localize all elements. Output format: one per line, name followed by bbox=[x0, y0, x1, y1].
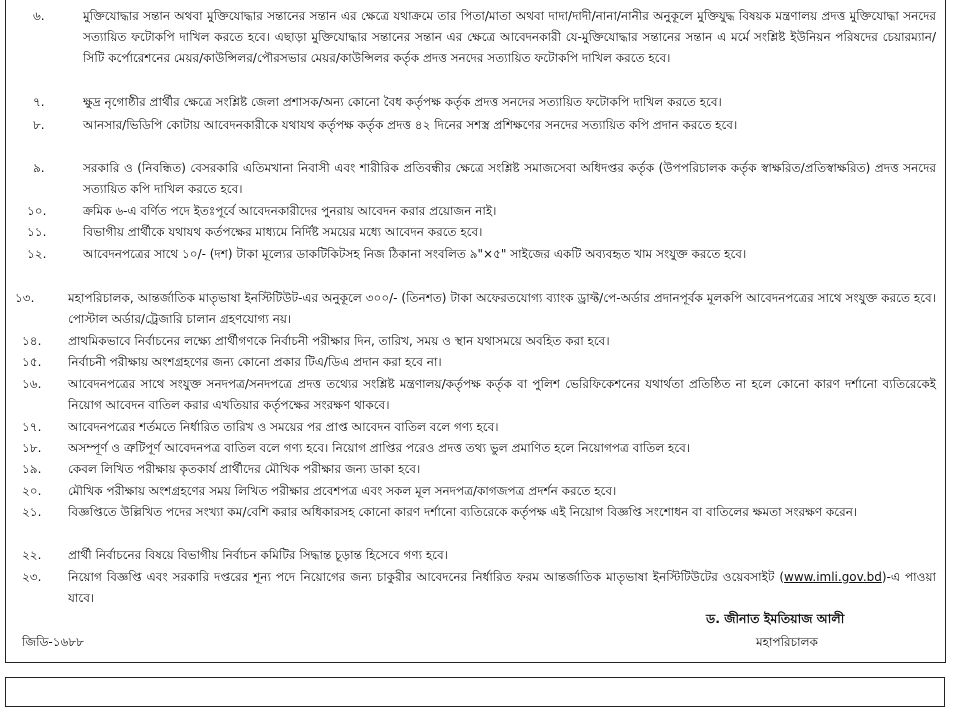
item-number: ৬. bbox=[33, 9, 45, 23]
item-number: ১৯. bbox=[22, 462, 42, 476]
item-number: ১৮. bbox=[22, 441, 42, 455]
item-number: ১৪. bbox=[22, 334, 42, 348]
item-text bbox=[68, 567, 936, 609]
item-text: ক্রমিক ৬-এ বর্ণিত পদে ইতঃপূর্বে আবেদনকারীদের পুনরায় আবেদন করার প্রয়োজন নাই। bbox=[83, 204, 497, 218]
item-number: ১৭. bbox=[22, 420, 42, 434]
item-text-before-link: নিয়োগ বিজ্ঞপ্তি এবং সরকারি দপ্তরের শূন্য পদে নিয়োগের জন্য চাকুরীর আবেদনের নির্ধারিত ফরম আন্তর্জাতিক মাতৃভাষা ইনস্টিটিউটের ওয়েবসাইট ( bbox=[68, 570, 785, 584]
gd-number: জিডি-১৬৮৮ bbox=[22, 635, 84, 649]
item-number: ১৫. bbox=[22, 355, 42, 369]
item-text: বিজ্ঞপ্তিতে উল্লিখিত পদের সংখ্যা কম/বেশি করার অধিকারসহ কোনো কারণ দর্শানো ব্যতিরেকে কর্তৃপক্ষ এই নিয়োগ বিজ্ঞপ্তি সংশোধন বা বাতিলের ক্ষমতা সংরক্ষণ করেন। bbox=[68, 505, 858, 519]
item-text: আবেদনপত্রের সাথে সংযুক্ত সনদপত্র/সনদপত্রে প্রদত্ত তথ্যের সংশ্লিষ্ট মন্ত্রণালয়/কর্তৃপক্ষ কর্তৃক বা পুলিশ ভেরিফিকেশনের যথার্থতা প্রতিষ্ঠিত না হলে কোনো কারণ দর্শানো ব্যতিরেকেই নিয়োগ আবেদন বাতিল করার এখতিয়ার কর্তৃপক্ষের সংরক্ষণ থাকবে। bbox=[68, 377, 936, 412]
item-text: আবেদনপত্রের শর্তমতে নির্ধারিত তারিখ ও সময়ের পর প্রাপ্ত আবেদন বাতিল বলে গণ্য হবে। bbox=[68, 420, 499, 434]
item-text: নির্বাচনী পরীক্ষায় অংশগ্রহণের জন্য কোনো প্রকার টিএ/ডিএ প্রদান করা হবে না। bbox=[68, 355, 442, 369]
item-text: মৌখিক পরীক্ষায় অংশগ্রহণের সময় লিখিত পরীক্ষার প্রবেশপত্র এবং সকল মূল সনদপত্র/কাগজপত্র প্রদর্শন করতে হবে। bbox=[68, 484, 617, 498]
item-text: ক্ষুদ্র নৃগোষ্ঠীর প্রার্থীর ক্ষেত্রে সংশ্লিষ্ট জেলা প্রশাসক/অন্য কোনো বৈধ কর্তৃপক্ষ কর্তৃক প্রদত্ত সনদের সত্যায়িত ফটোকপি দাখিল করতে হবে। bbox=[83, 95, 722, 109]
item-text: প্রার্থী নির্বাচনের বিষয়ে বিভাগীয় নির্বাচন কমিটির সিদ্ধান্ত চূড়ান্ত হিসেবে গণ্য হবে। bbox=[68, 548, 448, 562]
item-number: ১০. bbox=[27, 204, 47, 218]
item-text: আবেদনপত্রের সাথে ১০/- (দশ) টাকা মূল্যের ডাকটিকিটসহ নিজ ঠিকানা সংবলিত ৯"×৫" সাইজের একটি অব্যবহৃত খাম সংযুক্ত করতে হবে। bbox=[83, 247, 747, 261]
item-number: ২০. bbox=[22, 484, 42, 498]
item-text: বিভাগীয় প্রার্থীকে যথাযথ কর্তপক্ষের মাধ্যমে নির্দিষ্ট সময়ের মধ্যে আবেদন করতে হবে। bbox=[83, 225, 483, 239]
next-notice-box bbox=[5, 677, 945, 707]
item-number: ৮. bbox=[33, 118, 45, 132]
website-link[interactable]: www.imli.gov.bd bbox=[784, 570, 882, 584]
item-number: ১৩. bbox=[15, 291, 35, 305]
item-number: ২২. bbox=[22, 548, 42, 562]
item-text: সরকারি ও (নিবন্ধিত) বেসরকারি এতিমখানা নিবাসী এবং শারীরিক প্রতিবন্ধীর ক্ষেত্রে সংশ্লিষ্ট সমাজসেবা অধিদপ্তর কর্তৃক (উপপরিচালক কর্তৃক স্বাক্ষরিত/প্রতিস্বাক্ষরিত) প্রদত্ত সনদের সত্যায়িত কপি দাখিল করতে হবে। bbox=[83, 161, 936, 196]
item-text: আনসার/ভিডিপি কোটায় আবেদনকারীকে যথাযথ কর্তৃপক্ষ কর্তৃক প্রদত্ত ৪২ দিনের সশস্ত্র প্রশিক্ষণের সনদের সত্যায়িত কপি প্রদান করতে হবে। bbox=[83, 118, 738, 132]
signatory-title: মহাপরিচালক bbox=[756, 635, 818, 649]
item-number: ১২. bbox=[27, 247, 47, 261]
item-text: কেবল লিখিত পরীক্ষায় কৃতকার্য প্রার্থীদের মৌখিক পরীক্ষার জন্য ডাকা হবে। bbox=[68, 462, 421, 476]
item-text-after-link: )-এ পাওয়া যাবে। bbox=[68, 570, 936, 605]
item-number: ১১. bbox=[27, 225, 47, 239]
item-text: মুক্তিযোদ্ধার সন্তান অথবা মুক্তিযোদ্ধার সন্তানের সন্তান এর ক্ষেত্রে যথাক্রমে তার পিতা/মাতা অথবা দাদা/দাদী/নানা/নানীর অনুকূলে মুক্তিযুদ্ধ বিষয়ক মন্ত্রণালয় প্রদত্ত মুক্তিযোদ্ধা সনদের সত্যায়িত ফটোকপি দাখিল করতে হবে। এছাড়া মুক্তিযোদ্ধার সন্তানের সন্তান এর ক্ষেত্রে আবেদনকারী যে-মুক্তিযোদ্ধার সন্তানের সন্তান এ মর্মে সংশ্লিষ্ট ইউনিয়ন পরিষদের চেয়ারম্যান/সিটি কর্পোরেশনের মেয়র/কাউন্সিলর/পৌরসভার মেয়র/কাউন্সিলর কর্তৃক প্রদত্ত সনদের সত্যায়িত ফটোকপি দাখিল করতে হবে। bbox=[83, 9, 936, 65]
item-text: মহাপরিচালক, আন্তর্জাতিক মাতৃভাষা ইনস্টিটিউট-এর অনুকূলে ৩০০/- (তিনশত) টাকা অফেরতযোগ্য ব্যাংক ড্রাফ্ট/পে-অর্ডার প্রদানপূর্বক মূলকপি আবেদনপত্রের সাথে সংযুক্ত করতে হবে। পোস্টাল অর্ডার/ট্রেজারি চালান গ্রহণযোগ্য নয়। bbox=[68, 291, 936, 326]
signatory-name: ড. জীনাত ইমতিয়াজ আলী bbox=[706, 611, 845, 626]
item-number: ২৩. bbox=[22, 570, 42, 584]
item-text: প্রাথমিকভাবে নির্বাচনের লক্ষ্যে প্রার্থীগণকে নির্বাচনী পরীক্ষার দিন, তারিখ, সময় ও স্থান যথাসময়ে অবহিত করা হবে। bbox=[68, 334, 610, 348]
item-text: অসম্পূর্ণ ও ত্রুটিপূর্ণ আবেদনপত্র বাতিল বলে গণ্য হবে। নিয়োগ প্রাপ্তির পরেও প্রদত্ত তথ্য ভুল প্রমাণিত হলে নিয়োগপত্র বাতিল হবে। bbox=[68, 441, 691, 455]
item-number: ১৬. bbox=[22, 377, 42, 391]
item-number: ৭. bbox=[33, 95, 45, 109]
item-number: ২১. bbox=[22, 505, 42, 519]
item-number: ৯. bbox=[33, 161, 45, 175]
